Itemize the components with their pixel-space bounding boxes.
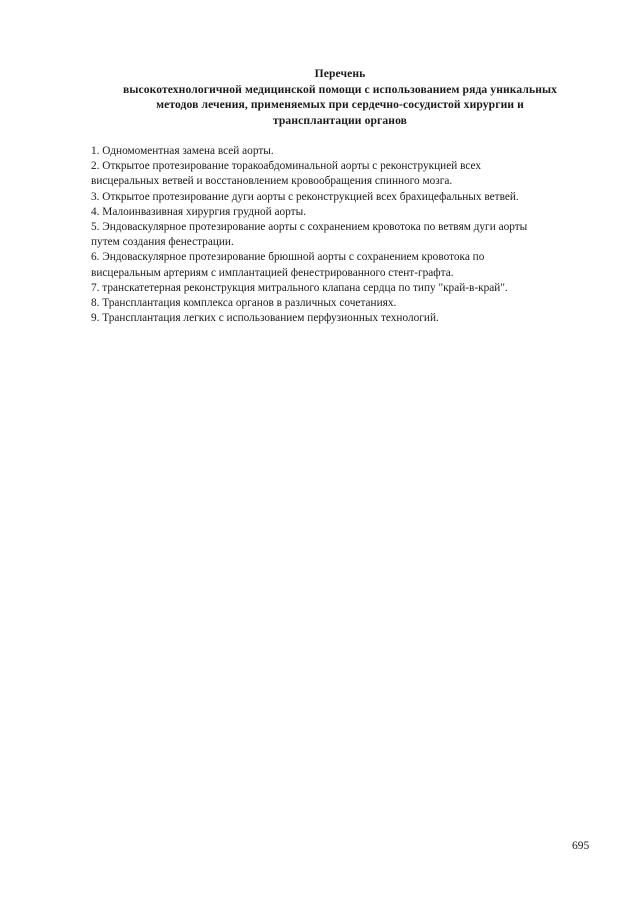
list-item: 2. Открытое протезирование торакоабдоминальной аорты с реконструкцией всех	[91, 160, 482, 173]
list-item: 9. Трансплантация легких с использованием перфузионных технологий.	[91, 312, 439, 325]
list-item: 6. Эндоваскулярное протезирование брюшной аорты с сохранением кровотока по	[91, 251, 485, 264]
heading-line: Перечень	[314, 67, 366, 80]
list-item: 7. транскатетерная реконструкция митрального клапана сердца по типу "край-в-край".	[91, 281, 508, 294]
procedure-list	[91, 144, 601, 326]
list-item: висцеральных ветвей и восстановлением кровообращения спинного мозга.	[91, 175, 453, 188]
heading-line: высокотехнологичной медицинской помощи с использованием ряда уникальных	[122, 82, 558, 96]
list-item: висцеральным артериям с имплантацией фенестрированного стент-графта.	[91, 266, 454, 279]
list-item: 8. Трансплантация комплекса органов в различных сочетаниях.	[91, 297, 397, 310]
list-item: 5. Эндоваскулярное протезирование аорты с сохранением кровотока по ветвям дуги аорты	[91, 221, 528, 234]
list-item: 4. Малоинвазивная хирургия грудной аорты.	[91, 205, 307, 218]
heading-line: методов лечения, применяемых при сердечно-сосудистой хирургии и	[156, 98, 524, 111]
page-number: 695	[572, 840, 590, 852]
document-heading	[90, 66, 590, 128]
list-item: 3. Открытое протезирование дуги аорты с реконструкцией всех брахицефальных ветвей.	[91, 190, 519, 203]
heading-line: трансплантации органов	[272, 113, 408, 127]
list-item: путем создания фенестрации.	[91, 236, 234, 249]
list-item: 1. Одномоментная замена всей аорты.	[91, 145, 274, 157]
